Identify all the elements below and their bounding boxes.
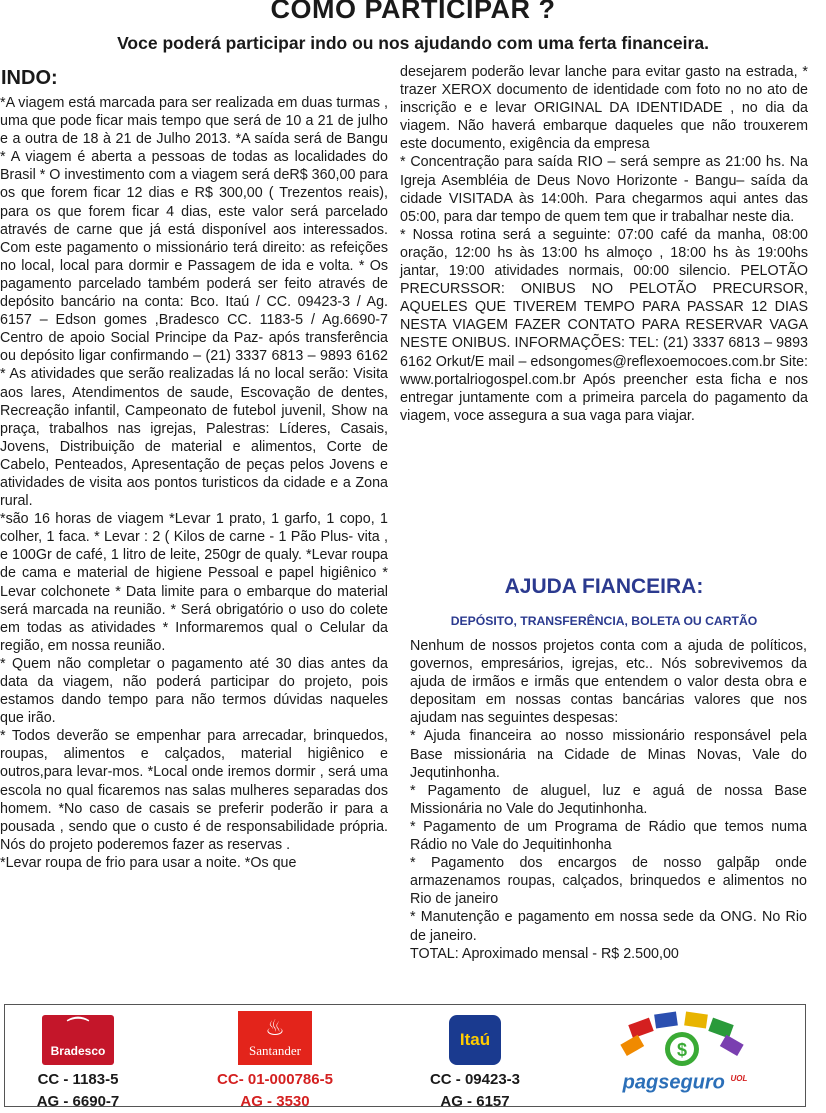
- santander-flame-icon: ♨: [265, 1015, 285, 1040]
- ajuda-paragraph: Nenhum de nossos projetos conta com a ajuda de políticos, governos, empresários, igrejas, etc.. Nós sobrevivemos da ajuda de irmãos e irmãs que entendem o valor desta obra e depositam em nossas contas bancárias valores que nos ajudam nas seguintes despesas:: [410, 638, 807, 727]
- ajuda-paragraph: * Manutenção e pagamento em nossa sede da ONG. No Rio de janeiro.: [410, 909, 807, 944]
- bank-cc: CC - 09423-3: [429, 1071, 521, 1088]
- indo-paragraph: *A viagem está marcada para ser realizada em duas turmas , uma que pode ficar mais tempo que será de 10 a 21 de julho e a outra de 18 à 21 de Julho 2013. *A saída será de Bangu * A viagem é aberta a pessoas de todas as localidades do Brasil * O investimento com a viagem será deR$ 360,00 para os que forem ficar 12 dias e R$ 300,00 ( Trezentos reais), para os que forem ficar 4 dias, este valor será parcelado através de carne que já está disponível aos interessados. Com este pagamento o missionário terá direito: as refeições no local, local para dormir e Passagem de ida e volta. * Os pagamento parcelado também poderá ser feito através de depósito bancário na conta: Bco. Itaú / CC. 09423-3 / Ag. 6157 – Edson gomes ,Bradesco CC. 1183-5 / Ag.6690-7 Centro de apoio Social Principe da Paz- após transferência ou depósito ligar confirmando – (21) 3337 6813 – 9893 6162 * As atividades que serão realizadas lá no local serão: Visita aos lares, Atendimentos de saude, Escovação de dentes, Recreação infantil, Campeonato de futebol juvenil, Show na praça, trabalhos nas igrejas, Palestras: Líderes, Casais, Jovens, Distribuição de material e alimentos, Corte de Cabelo, Penteados, Apresentação de peças pelos Jovens e atividades de visita aos pontos turisticos da cidade e a Zona rural.: [0, 95, 388, 510]
- pagseguro-logo: [610, 1011, 760, 1094]
- bradesco-symbol-icon: ⌒: [66, 1016, 89, 1041]
- pagseguro-wordmark: pagseguro: [622, 1071, 725, 1094]
- bank-accounts-box: [4, 1004, 806, 1110]
- ajuda-paragraph: * Pagamento de um Programa de Rádio que temos numa Rádio no Vale do Jequitinhonha: [410, 818, 807, 854]
- bank-cc: CC - 1183-5: [37, 1071, 119, 1088]
- ajuda-paragraph: * Ajuda financeira ao nosso missionário responsável pela Base missionária na Cidade de Minas Novas, Vale do Jequtinhonha.: [410, 728, 807, 781]
- ajuda-paragraph: * Pagamento de aluguel, luz e aguá de nossa Base Missionária no Vale do Jequtinhonha.: [410, 782, 807, 817]
- ajuda-column: [410, 637, 807, 963]
- santander-logo: ♨ Santander: [238, 1011, 312, 1065]
- indo-left-column: [0, 94, 388, 872]
- ajuda-paragraph: * Pagamento dos encargos de nosso galpãp onde armazenamos roupas, calçados, brinquedos e alimentos no Rio de janeiro: [410, 855, 807, 908]
- bank-cc: CC- 01-000786-5: [217, 1071, 333, 1088]
- ajuda-heading: AJUDA FIANCEIRA:: [504, 575, 704, 598]
- bank-itau: [410, 1015, 540, 1113]
- ajuda-subheading: DEPÓSITO, TRANSFERÊNCIA, BOLETA OU CARTÃO: [450, 614, 758, 628]
- indo-paragraph: *são 16 horas de viagem *Levar 1 prato, 1 garfo, 1 copo, 1 colher, 1 faca. * Levar : 2 ( Kilos de carne - 1 Pão Plus- vita , e 100Gr de café, 1 litro de leite, 250gr de qualy. *Levar roupa de cama e material de higiene Pessoal e papel higiênico * Levar colchonete * Data limite para o embarque do material será marcada na reunião. * Será obrigatório o uso do colete em todas as atividades * Informaremos qual o Celular da região, em nossa reunião.: [0, 511, 388, 654]
- indo-continuation-paragraph: desejarem poderão levar lanche para evitar gasto na estrada, * trazer XEROX documento de identidade com foto no no ato de inscrição e e levar ORIGINAL DA IDENTIDADE , no dia da viagem. Não haverá embarque daqueles que não trouxerem este documento, exigência da empresa: [400, 64, 808, 153]
- uol-badge: UOL: [730, 1074, 748, 1083]
- bank-ag: AG - 6690-7: [36, 1093, 120, 1110]
- indo-heading: INDO:: [1, 67, 58, 89]
- ajuda-total: TOTAL: Aproximado mensal - R$ 2.500,00: [410, 945, 679, 962]
- indo-continuation-paragraph: * Concentração para saída RIO – será sempre as 21:00 hs. Na Igreja Asembléia de Deus Novo Horizonte - Bangu– saída da cidade VISITADA às 14:00h. Para chegarmos aqui antes das 05:00, para dar tempo de quem tem que ir trabalhar neste dia.: [400, 154, 808, 225]
- bank-pagseguro: [600, 1011, 770, 1094]
- bradesco-logo: ⌒ Bradesco: [42, 1015, 114, 1065]
- page-subtitle: Voce poderá participar indo ou nos ajudando com uma ferta financeira.: [117, 33, 709, 53]
- bank-santander: [195, 1011, 355, 1113]
- indo-right-column: [400, 63, 808, 425]
- indo-paragraph: * Todos deverão se empenhar para arrecadar, brinquedos, roupas, alimentos e calçados, material higiênico e outros,para levar-mos. *Local onde iremos dormir , será uma escola no qual ficaremos nas salas mulheres separadas dos homem. *No caso de casais se preferir poderão ir para a pousada , sendo que o custo é de responsabilidade própria. Nós do projeto poderemos fazer as reservas .: [0, 728, 388, 853]
- itau-logo: Itaú: [449, 1015, 501, 1065]
- indo-paragraph: *Levar roupa de frio para usar a noite. *Os que: [0, 854, 297, 871]
- indo-paragraph: * Quem não completar o pagamento até 30 dias antes da data da viagem, não poderá participar do projeto, pois estamos dando tempo para não termos dúvidas naqueles que irão.: [0, 655, 388, 727]
- indo-continuation-paragraph: * Nossa rotina será a seguinte: 07:00 café da manha, 08:00 oração, 12:00 hs às 13:00 hs almoço , 18:00 hs às 19:00hs jantar, 19:00 atividades normais, 00:00 silencio. PELOTÃO PRECURSSOR: ONIBUS NO PELOTÃO PRECURSOR, AQUELES QUE TIVEREM TEMPO PARA PASSAR 12 DIAS NESTA VIAGEM FAZER CONTATO PARA RESERVAR VAGA NESTE ONIBUS. INFORMAÇÕES: TEL: (21) 3337 6813 – 9893 6162 Orkut/E mail – edsongomes@reflexoemocoes.com.br Site: www.portalriogospel.com.br Após preencher esta ficha e nos entregar juntamente com a primeira parcela do pagamento da viagem, voce assegura a sua vaga para viajar.: [400, 226, 808, 424]
- svg-text:$: $: [676, 1040, 688, 1060]
- page-title: COMO PARTICIPAR ?: [270, 0, 556, 24]
- bank-ag: AG - 3530: [240, 1093, 310, 1110]
- bank-bradesco: [23, 1015, 133, 1113]
- bank-ag: AG - 6157: [440, 1093, 510, 1110]
